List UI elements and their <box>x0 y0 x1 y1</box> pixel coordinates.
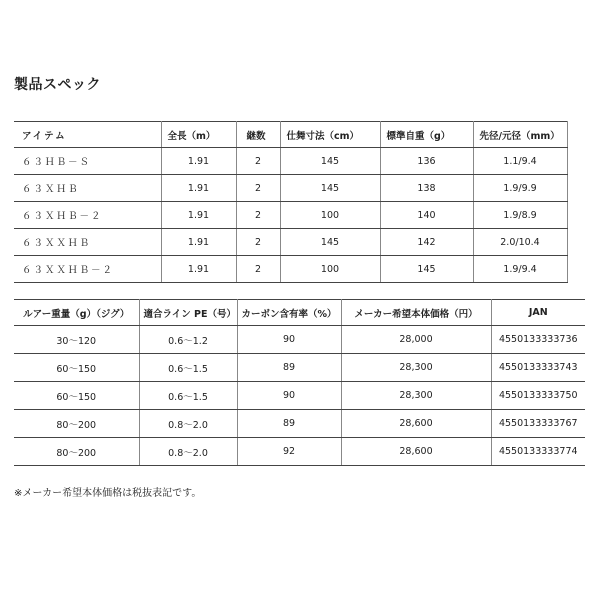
cell-price: 28,000 <box>341 326 491 354</box>
header-line-pe: 適合ライン PE（号） <box>139 300 237 326</box>
cell-item: ６３ＸＸＨＢ－２ <box>14 256 161 283</box>
table-row <box>14 148 567 175</box>
cell-length: 1.91 <box>161 148 236 175</box>
header-pieces: 継数 <box>236 122 280 148</box>
cell-line-pe: 0.8～2.0 <box>139 410 237 438</box>
cell-diameter: 1.9/8.9 <box>473 202 567 229</box>
cell-lure-weight: 80～200 <box>14 438 139 466</box>
cell-weight: 145 <box>380 256 473 283</box>
header-price: メーカー希望本体価格（円） <box>341 300 491 326</box>
cell-lure-weight: 60～150 <box>14 382 139 410</box>
cell-item: ６３ＨＢ－Ｓ <box>14 148 161 175</box>
cell-jan: 4550133333774 <box>491 438 585 466</box>
cell-length: 1.91 <box>161 256 236 283</box>
cell-closed-length: 145 <box>280 175 380 202</box>
header-item: アイテム <box>14 122 161 148</box>
cell-closed-length: 100 <box>280 256 380 283</box>
page-title: 製品スペック <box>14 77 101 93</box>
cell-diameter: 1.1/9.4 <box>473 148 567 175</box>
cell-weight: 140 <box>380 202 473 229</box>
cell-closed-length: 100 <box>280 202 380 229</box>
cell-carbon: 90 <box>237 326 341 354</box>
cell-pieces: 2 <box>236 175 280 202</box>
header-tip-butt-diameter: 先径/元径（mm） <box>473 122 567 148</box>
header-length: 全長（m） <box>161 122 236 148</box>
table-header-row <box>14 122 567 148</box>
cell-lure-weight: 80～200 <box>14 410 139 438</box>
header-closed-length: 仕舞寸法（cm） <box>280 122 380 148</box>
cell-diameter: 1.9/9.9 <box>473 175 567 202</box>
cell-lure-weight: 30～120 <box>14 326 139 354</box>
cell-line-pe: 0.6～1.2 <box>139 326 237 354</box>
table-row <box>14 229 567 256</box>
cell-pieces: 2 <box>236 148 280 175</box>
cell-price: 28,600 <box>341 438 491 466</box>
cell-length: 1.91 <box>161 229 236 256</box>
cell-closed-length: 145 <box>280 229 380 256</box>
cell-carbon: 89 <box>237 410 341 438</box>
header-jan: JAN <box>491 300 585 326</box>
cell-carbon: 89 <box>237 354 341 382</box>
table-header-row <box>14 300 585 326</box>
header-weight: 標準自重（g） <box>380 122 473 148</box>
cell-weight: 138 <box>380 175 473 202</box>
cell-jan: 4550133333750 <box>491 382 585 410</box>
cell-jan: 4550133333743 <box>491 354 585 382</box>
header-carbon-content: カーボン含有率（%） <box>237 300 341 326</box>
spec-table-secondary <box>14 299 585 466</box>
cell-closed-length: 145 <box>280 148 380 175</box>
cell-pieces: 2 <box>236 202 280 229</box>
table-row <box>14 202 567 229</box>
cell-price: 28,600 <box>341 410 491 438</box>
cell-price: 28,300 <box>341 354 491 382</box>
cell-diameter: 1.9/9.4 <box>473 256 567 283</box>
cell-lure-weight: 60～150 <box>14 354 139 382</box>
cell-weight: 136 <box>380 148 473 175</box>
cell-item: ６３ＸＸＨＢ <box>14 229 161 256</box>
cell-pieces: 2 <box>236 229 280 256</box>
cell-length: 1.91 <box>161 202 236 229</box>
table-row <box>14 175 567 202</box>
cell-line-pe: 0.8～2.0 <box>139 438 237 466</box>
cell-weight: 142 <box>380 229 473 256</box>
table-row <box>14 410 585 438</box>
cell-line-pe: 0.6～1.5 <box>139 354 237 382</box>
cell-item: ６３ＸＨＢ <box>14 175 161 202</box>
header-lure-weight: ルアー重量（g）（ジグ） <box>14 300 139 326</box>
spec-table-primary <box>14 121 568 283</box>
table-row <box>14 256 567 283</box>
table-row <box>14 382 585 410</box>
cell-item: ６３ＸＨＢ－２ <box>14 202 161 229</box>
table-row <box>14 438 585 466</box>
cell-length: 1.91 <box>161 175 236 202</box>
cell-carbon: 92 <box>237 438 341 466</box>
price-footnote: ※メーカー希望本体価格は税抜表記です。 <box>14 488 202 499</box>
cell-diameter: 2.0/10.4 <box>473 229 567 256</box>
cell-carbon: 90 <box>237 382 341 410</box>
cell-price: 28,300 <box>341 382 491 410</box>
table-row <box>14 354 585 382</box>
cell-line-pe: 0.6～1.5 <box>139 382 237 410</box>
cell-jan: 4550133333767 <box>491 410 585 438</box>
table-row <box>14 326 585 354</box>
cell-pieces: 2 <box>236 256 280 283</box>
cell-jan: 4550133333736 <box>491 326 585 354</box>
